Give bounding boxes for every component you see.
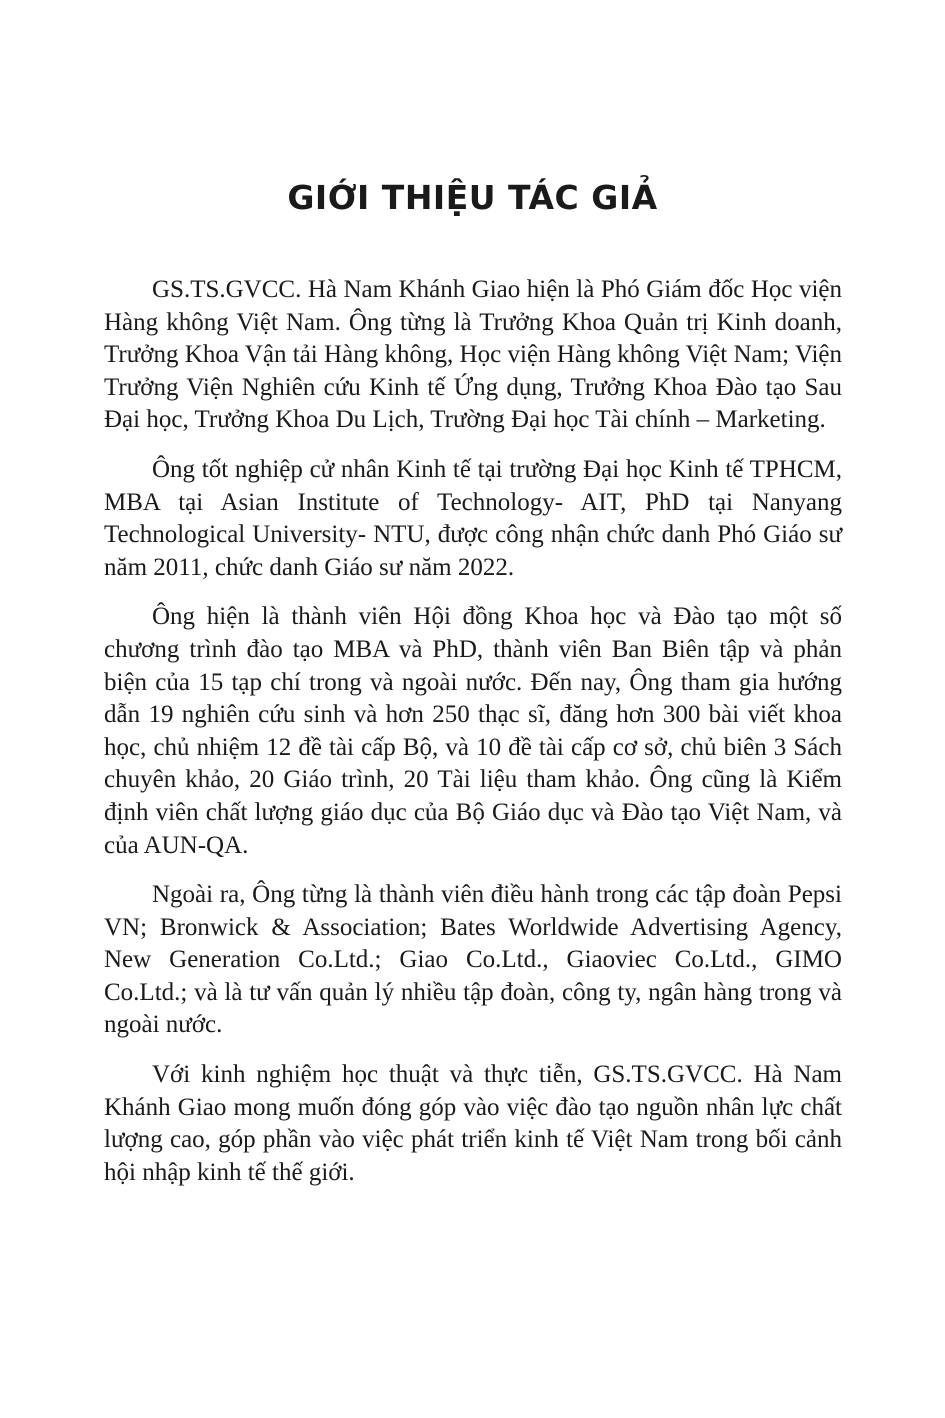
- bio-paragraph-2: Ông tốt nghiệp cử nhân Kinh tế tại trường Đại học Kinh tế TPHCM, MBA tại Asian Institute of Technology- AIT, PhD tại Nanyang Technological University- NTU, được công nhận chức danh Phó Giáo sư năm 2011, chức danh Giáo sư năm 2022.: [104, 455, 842, 581]
- bio-paragraph-4: Ngoài ra, Ông từng là thành viên điều hành trong các tập đoàn Pepsi VN; Bronwick & Association; Bates Worldwide Advertising Agency, New Generation Co.Ltd.; Giao Co.Ltd., Giaoviec Co.Ltd., GIMO Co.Ltd.; và là tư vấn quản lý nhiều tập đoàn, công ty, ngân hàng trong và ngoài nước.: [104, 881, 842, 1039]
- bio-paragraph-3: Ông hiện là thành viên Hội đồng Khoa học và Đào tạo một số chương trình đào tạo MBA và PhD, thành viên Ban Biên tập và phản biện của 15 tạp chí trong và ngoài nước. Đến nay, Ông tham gia hướng dẫn 19 nghiên cứu sinh và hơn 250 thạc sĩ, đăng hơn 300 bài viết khoa học, chủ nhiệm 12 đề tài cấp Bộ, và 10 đề tài cấp cơ sở, chủ biên 3 Sách chuyên khảo, 20 Giáo trình, 20 Tài liệu tham khảo. Ông cũng là Kiểm định viên chất lượng giáo dục của Bộ Giáo dục và Đào tạo Việt Nam, và của AUN-QA.: [104, 603, 842, 859]
- bio-paragraph-5: Với kinh nghiệm học thuật và thực tiễn, GS.TS.GVCC. Hà Nam Khánh Giao mong muốn đóng góp vào việc đào tạo nguồn nhân lực chất lượng cao, góp phần vào việc phát triển kinh tế Việt Nam trong bối cảnh hội nhập kinh tế thế giới.: [104, 1061, 842, 1186]
- author-bio: [104, 274, 842, 1206]
- page-title: GIỚI THIỆU TÁC GIẢ: [287, 178, 658, 217]
- bio-paragraph-1: GS.TS.GVCC. Hà Nam Khánh Giao hiện là Phó Giám đốc Học viện Hàng không Việt Nam. Ông từng là Trưởng Khoa Quản trị Kinh doanh, Trưởng Khoa Vận tải Hàng không, Học viện Hàng không Việt Nam; Viện Trưởng Viện Nghiên cứu Kinh tế Ứng dụng, Trưởng Khoa Đào tạo Sau Đại học, Trưởng Khoa Du Lịch, Trường Đại học Tài chính – Marketing.: [104, 276, 842, 434]
